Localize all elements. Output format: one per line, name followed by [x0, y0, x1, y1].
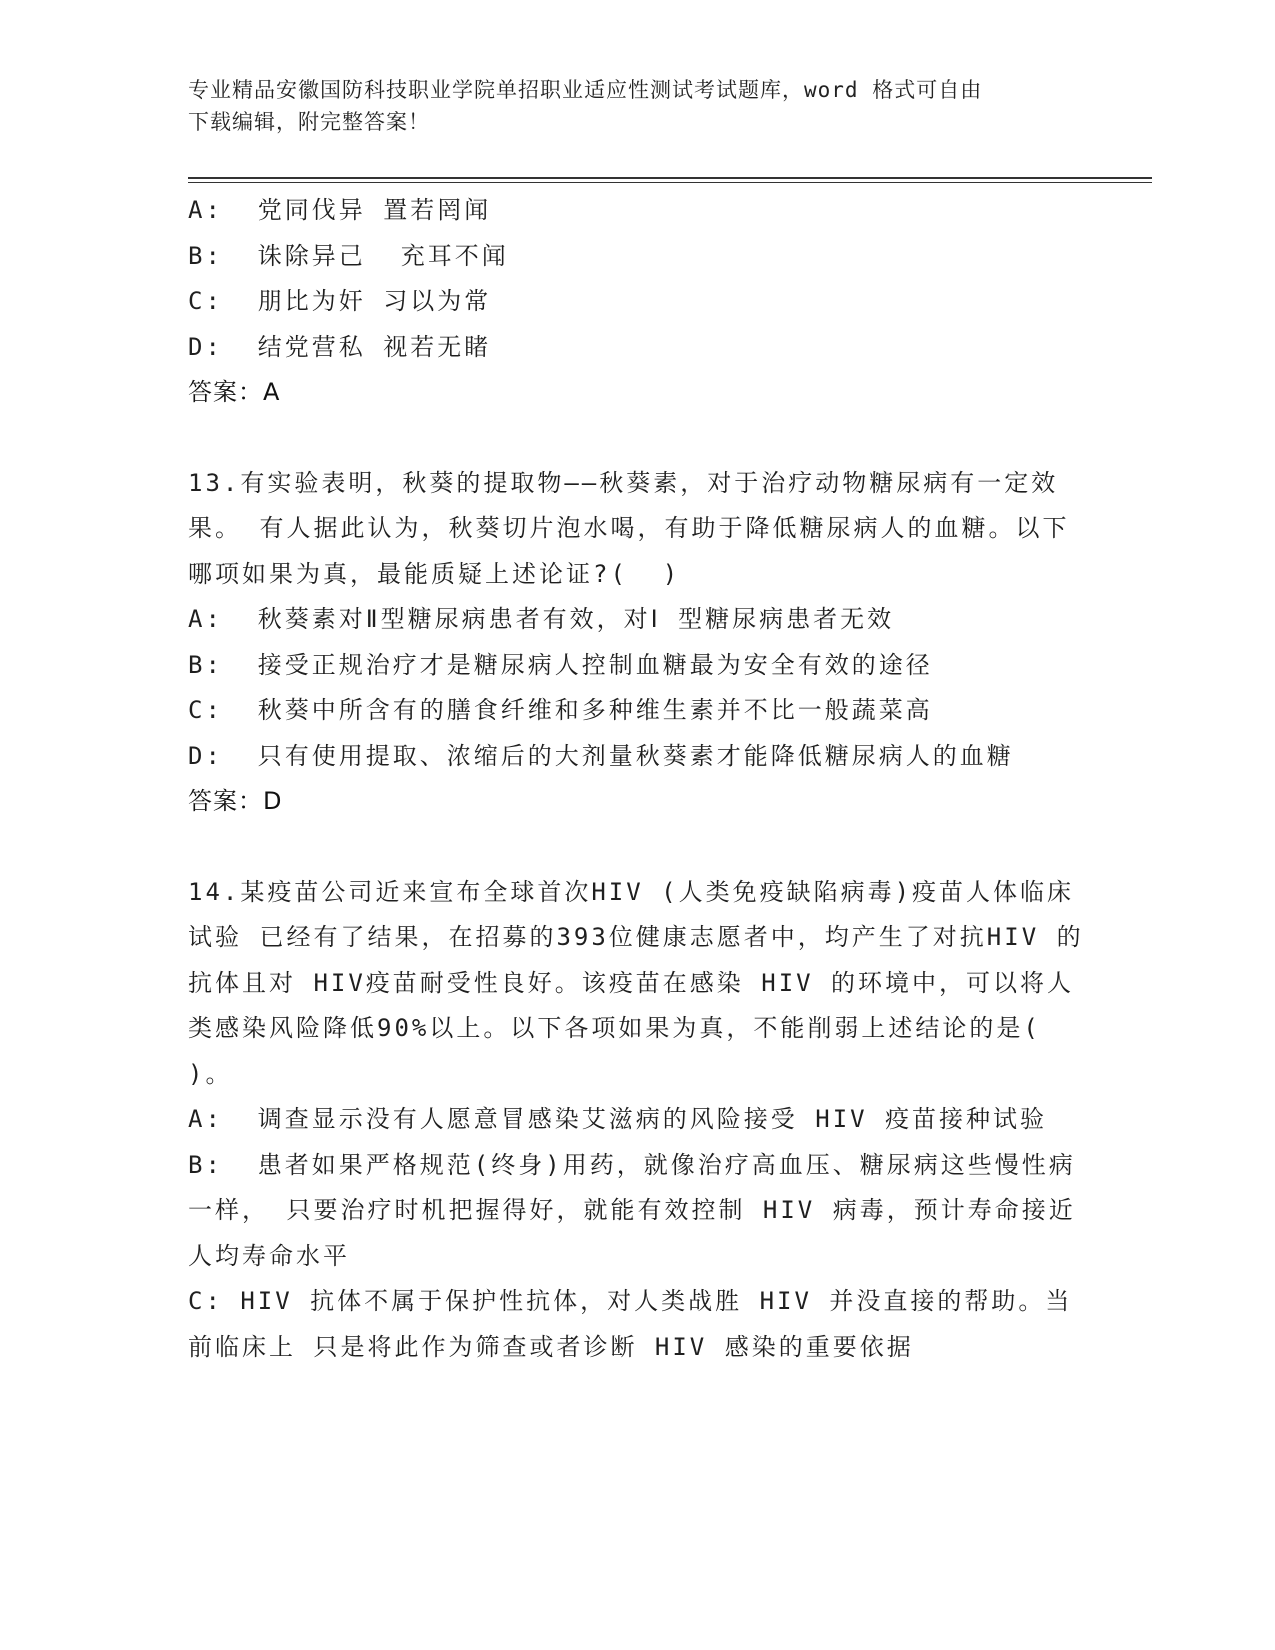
option-a: A: 调查显示没有人愿意冒感染艾滋病的风险接受 HIV 疫苗接种试验	[188, 1105, 1048, 1133]
question-stem: 13.有实验表明，秋葵的提取物——秋葵素，对于治疗动物糖尿病有一定效果。 有人据此认为，秋葵切片泡水喝，有助于降低糖尿病人的血糖。以下哪项如果为真，最能质疑上述论证?( )	[188, 468, 1070, 588]
question-stem: 14.某疫苗公司近来宣布全球首次HIV (人类免疫缺陷病毒)疫苗人体临床试验 已经有了结果，在招募的393位健康志愿者中，均产生了对抗HIV 的抗体且对 HIV疫苗耐受性良好。该疫苗在感染 HIV 的环境中，可以将人类感染风险降低90%以上。以下各项如果为真，不能削弱上述结论的是( )。	[188, 877, 1084, 1088]
page-header	[188, 74, 1088, 138]
header-line-2: 下载编辑，附完整答案！	[188, 110, 430, 134]
option-d: D: 只有使用提取、浓缩后的大剂量秋葵素才能降低糖尿病人的血糖	[188, 741, 1014, 770]
question-14	[188, 870, 1088, 1371]
option-c: C: 朋比为奸 习以为常	[188, 287, 492, 315]
option-b: B: 接受正规治疗才是糖尿病人控制血糖最为安全有效的途径	[188, 650, 933, 679]
header-line-1: 专业精品安徽国防科技职业学院单招职业适应性测试考试题库，word 格式可自由	[188, 78, 983, 102]
option-b: B: 患者如果严格规范(终身)用药，就像治疗高血压、糖尿病这些慢性病一样， 只要治疗时机把握得好，就能有效控制 HIV 病毒，预计寿命接近人均寿命水平	[188, 1150, 1076, 1270]
answer-label: 答案：A	[188, 378, 281, 406]
question-12-continued	[188, 188, 1088, 416]
option-a: A: 党同伐异 置若罔闻	[188, 196, 492, 224]
option-c: C: HIV 抗体不属于保护性抗体，对人类战胜 HIV 并没直接的帮助。当前临床上 只是将此作为筛查或者诊断 HIV 感染的重要依据	[188, 1287, 1073, 1361]
option-d: D: 结党营私 视若无睹	[188, 332, 492, 361]
question-13	[188, 461, 1088, 825]
header-divider	[188, 177, 1152, 183]
document-body	[188, 188, 1088, 1370]
answer-label: 答案：D	[188, 787, 283, 815]
option-b: B: 诛除异己 充耳不闻	[188, 241, 509, 270]
option-a: A: 秋葵素对Ⅱ型糖尿病患者有效，对Ⅰ 型糖尿病患者无效	[188, 605, 895, 633]
option-c: C: 秋葵中所含有的膳食纤维和多种维生素并不比一般蔬菜高	[188, 696, 933, 724]
